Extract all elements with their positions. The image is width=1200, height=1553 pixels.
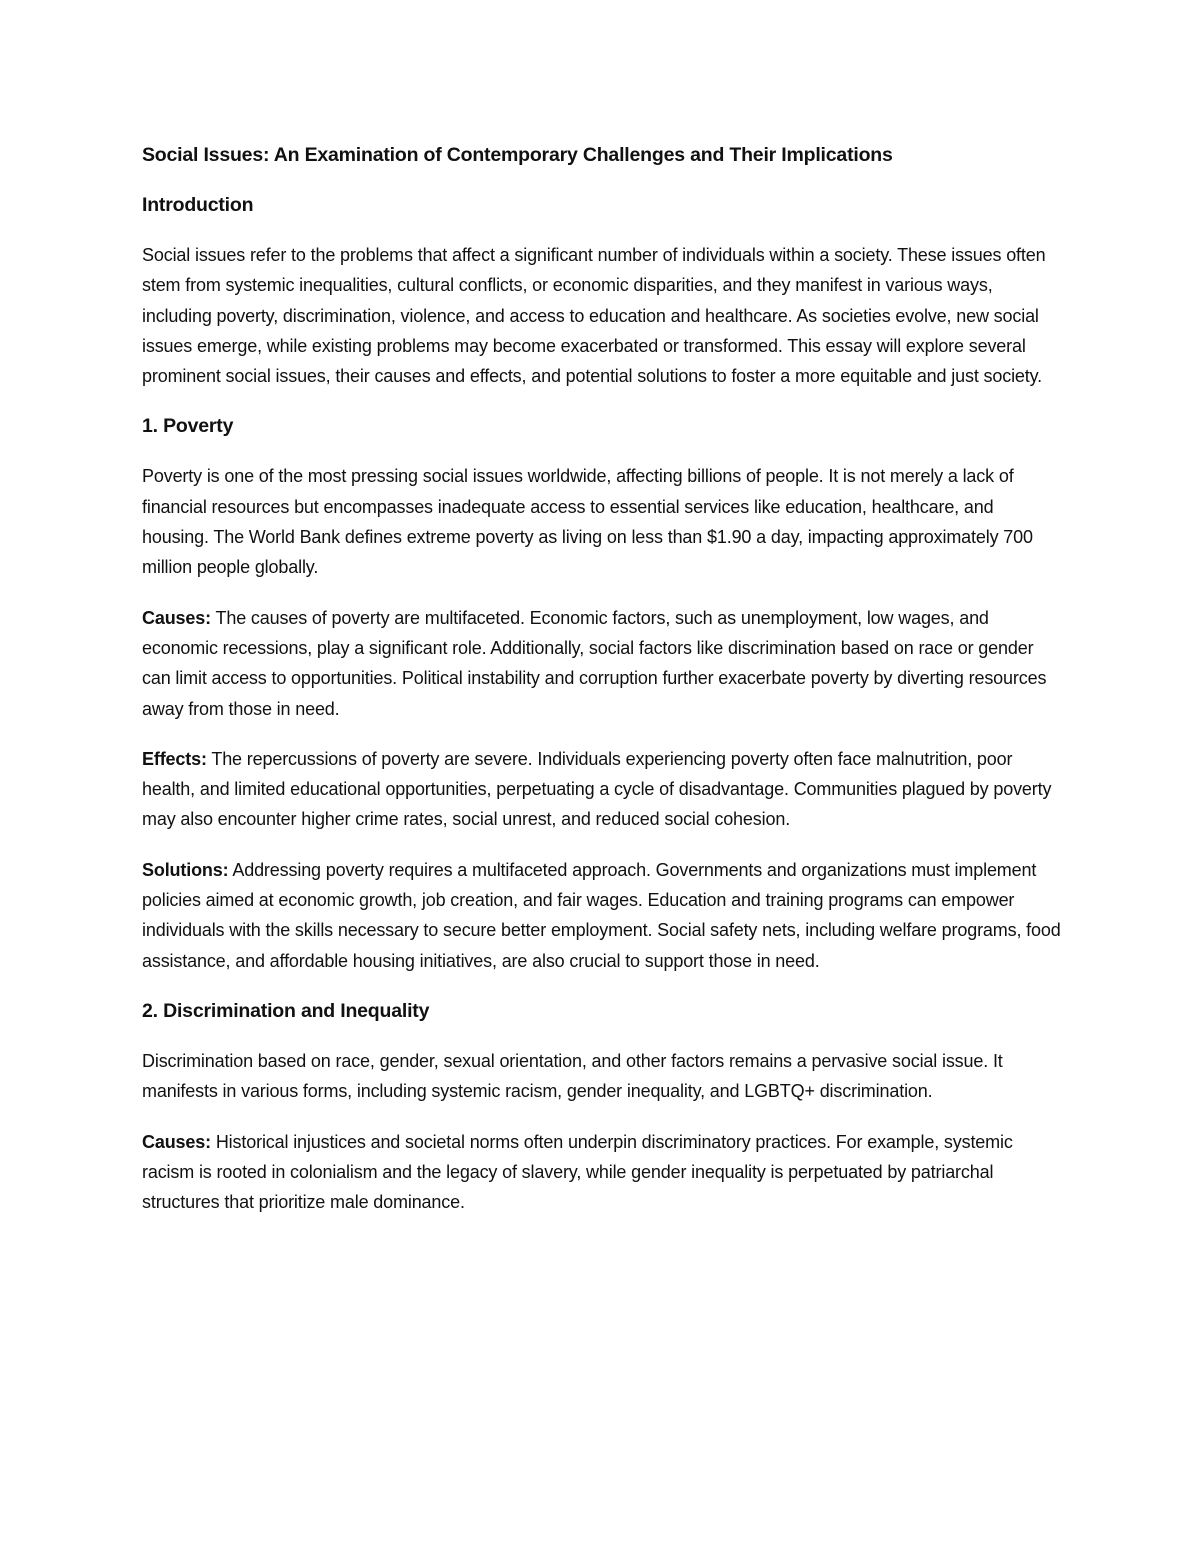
poverty-effects-label: Effects: [142,748,207,769]
document-title: Social Issues: An Examination of Contemporary Challenges and Their Implications [142,144,893,166]
discrimination-causes-paragraph [142,1127,1062,1218]
poverty-effects-text: The repercussions of poverty are severe. Individuals experiencing poverty often face malnutrition, poor health, and limited educational opportunities, perpetuating a cycle of disadvantage. Communities plagued by poverty may also encounter higher crime rates, social unrest, and reduced social cohesion. [142,748,1052,830]
introduction-paragraph: Social issues refer to the problems that affect a significant number of individuals within a society. These issues often stem from systemic inequalities, cultural conflicts, or economic disparities, and they manifest in various ways, including poverty, discrimination, violence, and access to education and healthcare. As societies evolve, new social issues emerge, while existing problems may become exacerbated or transformed. This essay will explore several prominent social issues, their causes and effects, and potential solutions to foster a more equitable and just society. [142,245,1046,387]
section-heading-discrimination: 2. Discrimination and Inequality [142,999,430,1022]
section-heading-poverty: 1. Poverty [142,415,234,438]
poverty-solutions-paragraph [142,855,1062,976]
discrimination-causes-label: Causes: [142,1131,211,1152]
poverty-causes-label: Causes: [142,607,211,628]
discrimination-causes-text: Historical injustices and societal norms often underpin discriminatory practices. For example, systemic racism is rooted in colonialism and the legacy of slavery, while gender inequality is perpetuated by patriarchal structures that prioritize male dominance. [142,1131,1013,1213]
poverty-overview-paragraph: Poverty is one of the most pressing social issues worldwide, affecting billions of people. It is not merely a lack of financial resources but encompasses inadequate access to essential services like education, healthcare, and housing. The World Bank defines extreme poverty as living on less than $1.90 a day, impacting approximately 700 million people globally. [142,466,1033,578]
poverty-solutions-text: Addressing poverty requires a multifaceted approach. Governments and organizations must implement policies aimed at economic growth, job creation, and fair wages. Education and training programs can empower individuals with the skills necessary to secure better employment. Social safety nets, including welfare programs, food assistance, and affordable housing initiatives, are also crucial to support those in need. [142,859,1061,971]
section-heading-introduction: Introduction [142,194,254,216]
poverty-effects-paragraph [142,744,1062,835]
poverty-causes-paragraph [142,603,1062,724]
discrimination-overview-paragraph: Discrimination based on race, gender, sexual orientation, and other factors remains a pervasive social issue. It manifests in various forms, including systemic racism, gender inequality, and LGBTQ+ discrimination. [142,1050,1003,1102]
poverty-causes-text: The causes of poverty are multifaceted. Economic factors, such as unemployment, low wages, and economic recessions, play a significant role. Additionally, social factors like discrimination based on race or gender can limit access to opportunities. Political instability and corruption further exacerbate poverty by diverting resources away from those in need. [142,607,1047,719]
document-body [142,140,1062,1237]
poverty-solutions-label: Solutions: [142,859,229,880]
